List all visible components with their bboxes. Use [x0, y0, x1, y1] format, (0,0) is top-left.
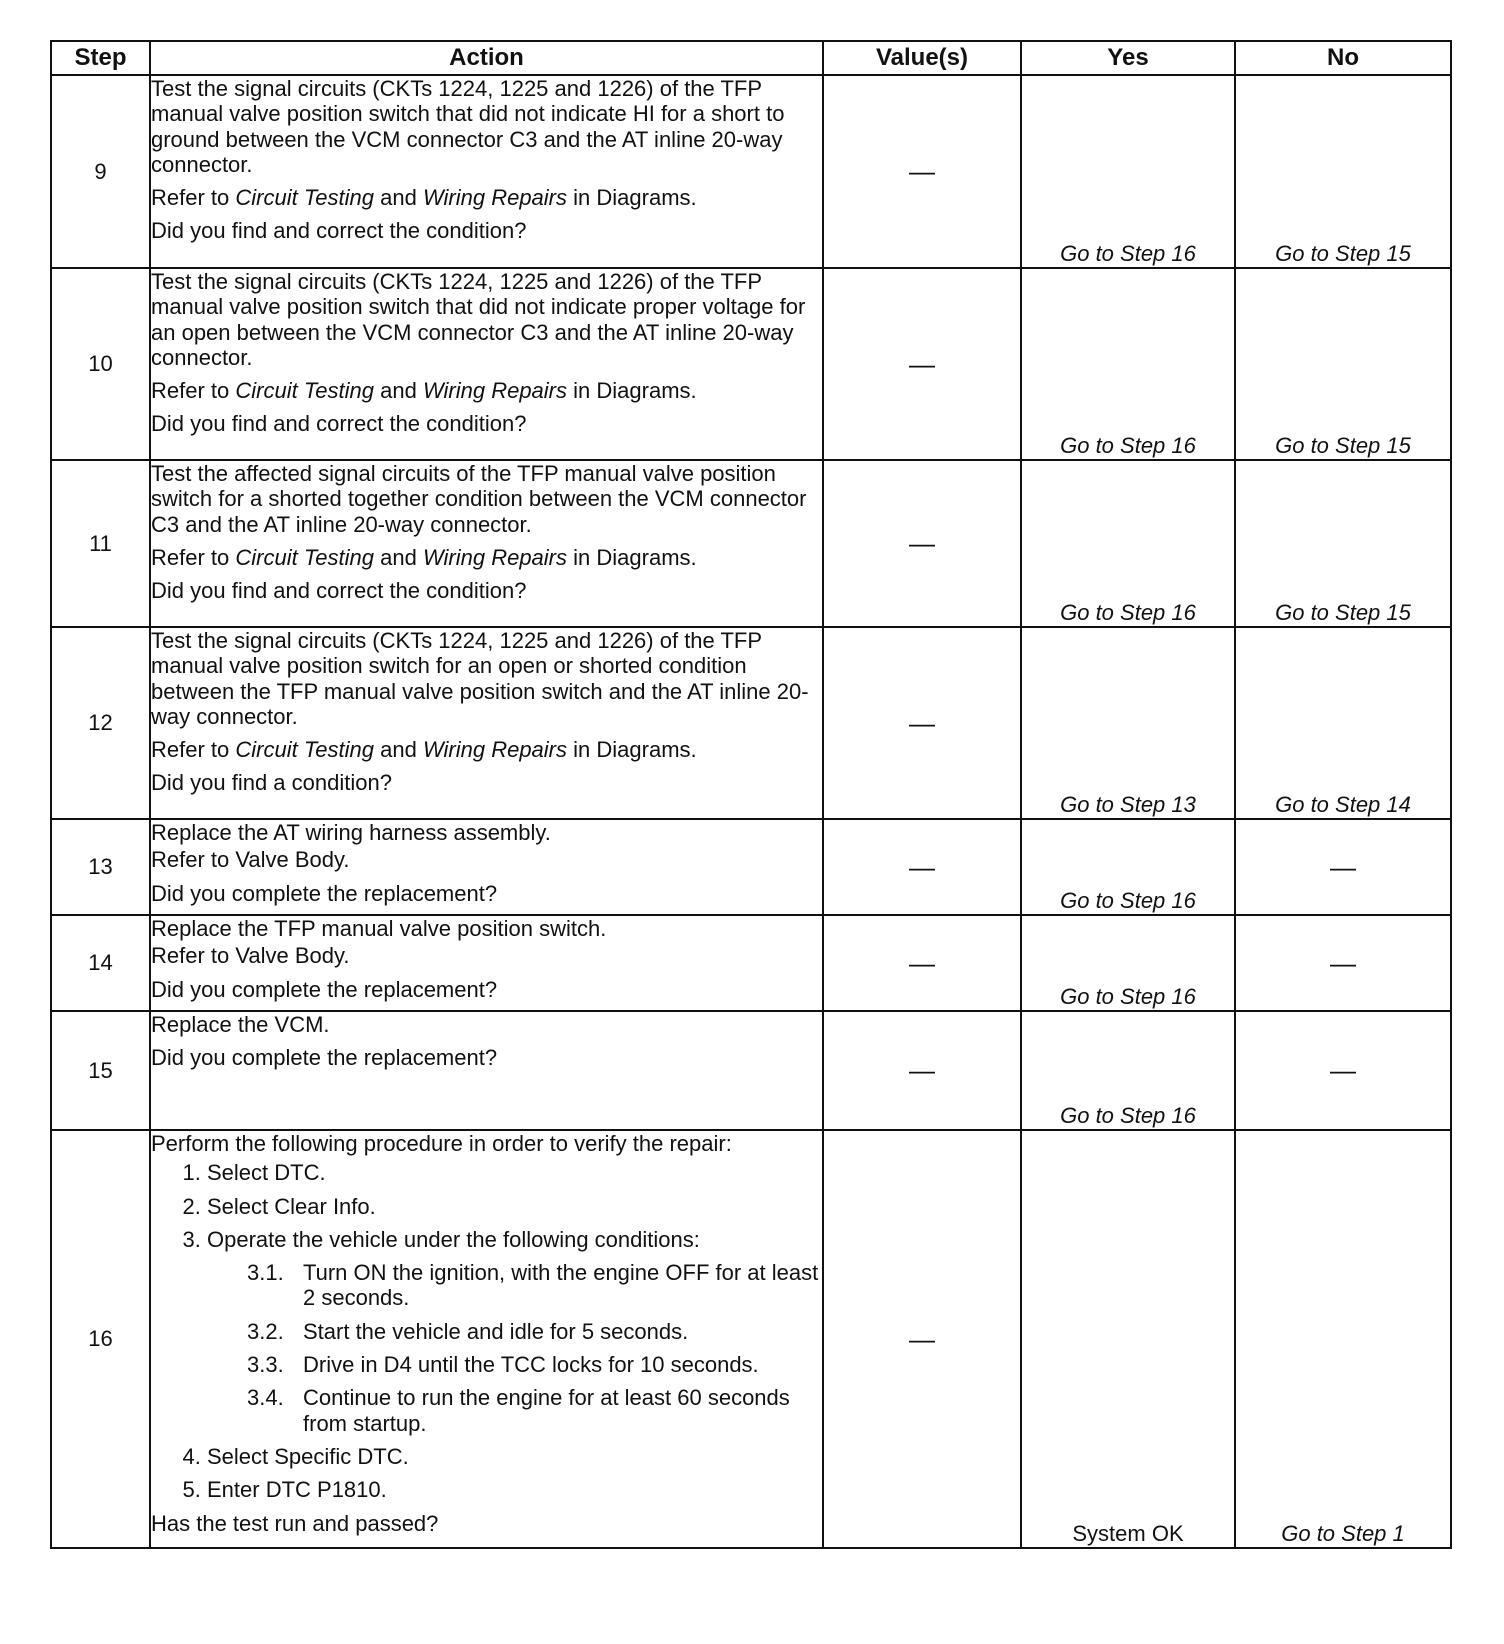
sub-procedure-list — [207, 1260, 822, 1436]
procedure-step: 2. Select Clear Info. — [207, 1194, 822, 1219]
refer-text: Refer to Circuit Testing and Wiring Repairs in Diagrams. — [151, 378, 697, 404]
value-cell: — — [823, 75, 1021, 268]
diagnostic-table — [50, 40, 1452, 1549]
header-step: Step — [51, 41, 150, 75]
step-number: 16 — [51, 1130, 150, 1548]
sub-step: 3.1. Turn ON the ignition, with the engine OFF for at least 2 seconds. — [247, 1260, 819, 1311]
sub-step: 3.3. Drive in D4 until the TCC locks for 10 seconds. — [247, 1352, 759, 1378]
value-cell: — — [823, 915, 1021, 1011]
action-cell — [150, 1011, 823, 1130]
question-text: Has the test run and passed? — [151, 1510, 439, 1536]
procedure-step: 5. Enter DTC P1810. — [207, 1477, 822, 1502]
step-number: 14 — [51, 915, 150, 1011]
yes-cell: Go to Step 16 — [1021, 268, 1235, 460]
table-row — [51, 627, 1451, 819]
header-no: No — [1235, 41, 1451, 75]
table-row — [51, 460, 1451, 627]
no-cell: Go to Step 15 — [1235, 460, 1451, 627]
value-cell: — — [823, 1130, 1021, 1548]
step-number: 12 — [51, 627, 150, 819]
no-cell: — — [1235, 819, 1451, 915]
refer-text: Refer to Valve Body. — [151, 943, 350, 969]
procedure-step: 1. Select DTC. — [207, 1160, 822, 1185]
yes-cell: Go to Step 16 — [1021, 460, 1235, 627]
value-cell: — — [823, 627, 1021, 819]
action-text: Test the signal circuits (CKTs 1224, 1225 and 1226) of the TFP manual valve position switch that did not indicate proper voltage for an open between the VCM connector C3 and the AT inline 20-way connector. — [151, 269, 806, 370]
no-cell: Go to Step 15 — [1235, 75, 1451, 268]
no-cell: Go to Step 1 — [1235, 1130, 1451, 1548]
table-row — [51, 75, 1451, 268]
question-text: Did you complete the replacement? — [151, 880, 498, 906]
table-row — [51, 268, 1451, 460]
header-yes: Yes — [1021, 41, 1235, 75]
action-cell — [150, 268, 823, 460]
table-row — [51, 819, 1451, 915]
action-text: Replace the AT wiring harness assembly. — [151, 820, 551, 845]
refer-text: Refer to Circuit Testing and Wiring Repairs in Diagrams. — [151, 737, 697, 763]
no-cell: — — [1235, 1011, 1451, 1130]
refer-text: Refer to Circuit Testing and Wiring Repairs in Diagrams. — [151, 544, 697, 570]
no-cell: — — [1235, 915, 1451, 1011]
yes-cell: Go to Step 16 — [1021, 915, 1235, 1011]
question-text: Did you find a condition? — [151, 770, 392, 796]
question-text: Did you find and correct the condition? — [151, 411, 527, 437]
table-row — [51, 915, 1451, 1011]
action-cell — [150, 75, 823, 268]
procedure-intro: Perform the following procedure in order to verify the repair: — [151, 1131, 732, 1156]
value-cell: — — [823, 819, 1021, 915]
yes-cell: Go to Step 16 — [1021, 75, 1235, 268]
value-cell: — — [823, 1011, 1021, 1130]
yes-cell: Go to Step 13 — [1021, 627, 1235, 819]
sub-step: 3.2. Start the vehicle and idle for 5 seconds. — [247, 1318, 689, 1344]
question-text: Did you find and correct the condition? — [151, 218, 527, 244]
yes-cell: Go to Step 16 — [1021, 819, 1235, 915]
yes-cell: Go to Step 16 — [1021, 1011, 1235, 1130]
action-cell — [150, 915, 823, 1011]
action-cell — [150, 460, 823, 627]
refer-text: Refer to Circuit Testing and Wiring Repairs in Diagrams. — [151, 185, 697, 211]
action-text: Replace the TFP manual valve position switch. — [151, 916, 607, 941]
action-cell — [150, 627, 823, 819]
yes-cell: System OK — [1021, 1130, 1235, 1548]
action-text: Test the signal circuits (CKTs 1224, 1225 and 1226) of the TFP manual valve position switch for an open or shorted condition between the TFP manual valve position switch and the AT inline 20-way connector. — [151, 628, 809, 729]
refer-text: Refer to Valve Body. — [151, 847, 350, 873]
step-number: 15 — [51, 1011, 150, 1130]
step-number: 13 — [51, 819, 150, 915]
action-cell — [150, 1130, 823, 1548]
no-cell: Go to Step 15 — [1235, 268, 1451, 460]
question-text: Did you complete the replacement? — [151, 1045, 498, 1071]
action-text: Replace the VCM. — [151, 1012, 330, 1037]
procedure-step: 4. Select Specific DTC. — [207, 1444, 822, 1469]
step-number: 11 — [51, 460, 150, 627]
step-number: 9 — [51, 75, 150, 268]
table-row — [51, 1130, 1451, 1548]
action-text: Test the affected signal circuits of the TFP manual valve position switch for a shorted together condition between the VCM connector C3 and the AT inline 20-way connector. — [151, 461, 807, 537]
procedure-list — [151, 1160, 822, 1502]
step-number: 10 — [51, 268, 150, 460]
sub-step: 3.4. Continue to run the engine for at least 60 seconds from startup. — [247, 1385, 790, 1436]
header-values: Value(s) — [823, 41, 1021, 75]
header-row — [51, 41, 1451, 75]
value-cell: — — [823, 268, 1021, 460]
header-action: Action — [150, 41, 823, 75]
question-text: Did you complete the replacement? — [151, 976, 498, 1002]
question-text: Did you find and correct the condition? — [151, 578, 527, 604]
no-cell: Go to Step 14 — [1235, 627, 1451, 819]
procedure-step: 3. Operate the vehicle under the following conditions: 3.1. Turn ON the ignition, with the engine OFF for at least 2 seconds. 3.2. Start the vehicle and idle for 5 seconds. 3.3. Drive in D4 until the TCC locks for 10 seconds. 3.4. Continue to run the engine for at least 60 seconds from startup. — [207, 1227, 822, 1436]
action-text: Test the signal circuits (CKTs 1224, 1225 and 1226) of the TFP manual valve position switch that did not indicate HI for a short to ground between the VCM connector C3 and the AT inline 20-way connector. — [151, 76, 785, 177]
table-row — [51, 1011, 1451, 1130]
action-cell — [150, 819, 823, 915]
value-cell: — — [823, 460, 1021, 627]
